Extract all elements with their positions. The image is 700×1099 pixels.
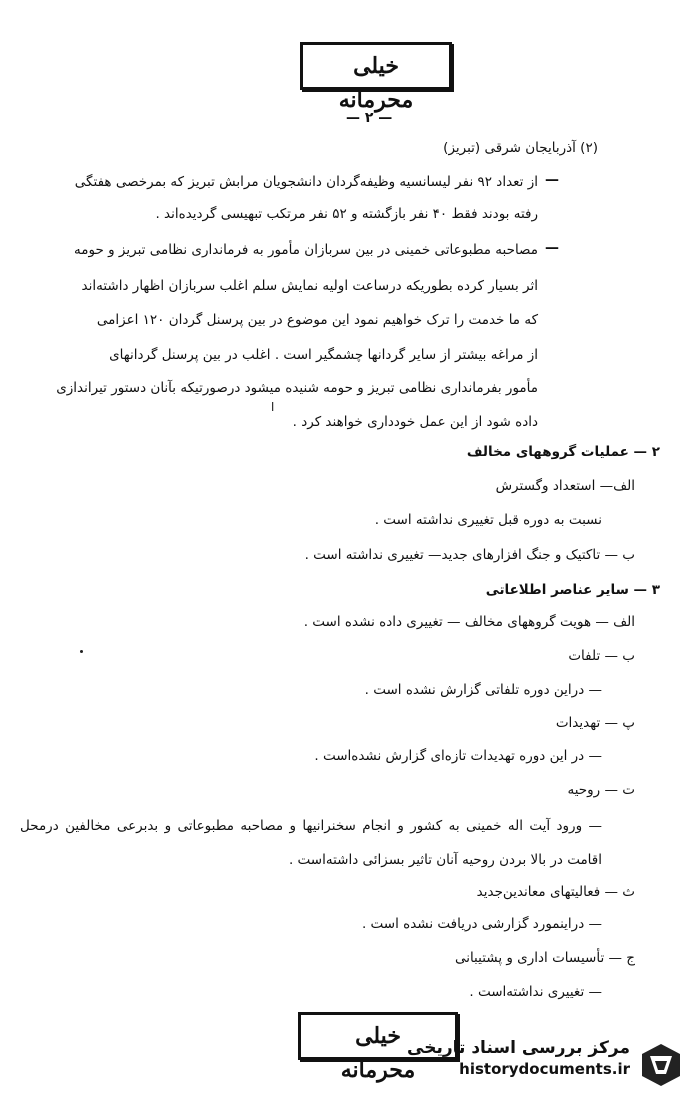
section2-be-text: ب — تاکتیک و جنگ افزارهای جدید— تغییری نداشته است . <box>304 547 635 563</box>
para2-line6: داده شود از این عمل خودداری خواهند کرد . <box>292 414 538 430</box>
section3-te-title: ت — روحیه <box>567 782 635 798</box>
section3-be-title: ب — تلفات <box>568 648 635 664</box>
para2-line1: مصاحبه مطبوعاتی خمینی در بین سربازان مأمور به فرمانداری نظامی تبریز و حومه <box>74 242 538 258</box>
section3-jim-title: ج — تأسیسات اداری و پشتیبانی <box>454 950 635 966</box>
para2-line2: اثر بسیار کرده بطوریکه درساعت اولیه نمایش سلم اغلب سربازان اظهار داشته‌اند <box>81 278 538 294</box>
section3-title: ۳ — سایر عناصر اطلاعاتی <box>485 582 660 598</box>
section3-jim-text: — تغییری نداشته‌است . <box>469 984 602 1000</box>
confidential-stamp-bottom: خیلی محرمانه <box>298 1012 458 1060</box>
section3-te-line2: اقامت در بالا بردن روحیه آنان تاثیر بسزائی داشته‌است . <box>288 852 602 868</box>
section3-se-text: — دراینمورد گزارشی دریافت نشده است . <box>361 916 602 932</box>
bullet-dash: — <box>545 240 559 256</box>
section3-alef-text: الف — هویت گروههای مخالف — تغییری داده نشده است . <box>303 614 635 630</box>
para1-line2: رفته بودند فقط ۴۰ نفر بازگشته و ۵۲ نفر مرتکب تبهیسی گردیده‌اند . <box>155 206 538 222</box>
section3-be-text: — دراین دوره تلفاتی گزارش نشده است . <box>364 682 602 698</box>
page-number: — ۲ — <box>346 110 393 126</box>
section3-pe-title: پ — تهدیدات <box>555 715 635 731</box>
para2-line4: از مراغه بیشتر از سایر گردانها چشمگیر است . اغلب در بین پرسنل گردانهای <box>109 347 538 363</box>
speck <box>80 650 83 653</box>
watermark-url: historydocuments.ir <box>459 1060 630 1078</box>
watermark-title: مرکز بررسی اسناد تاریخی <box>407 1038 630 1058</box>
para1-line1: از تعداد ۹۲ نفر لیسانسیه وظیفه‌گردان دانشجویان مرابش تبریز که بمرخصی هفتگی <box>74 174 538 190</box>
bullet-dash: — <box>545 172 559 188</box>
section3-pe-text: — در این دوره تهدیدات تازه‌ای گزارش نشده‌است . <box>314 748 602 764</box>
archive-watermark <box>407 1038 630 1078</box>
para2-line3: که ما خدمت را ترک خواهیم نمود این موضوع در بین پرسنل گردان ۱۲۰ اعزامی <box>96 312 538 328</box>
archive-logo-icon <box>636 1040 686 1090</box>
section2-title: ۲ — عملیات گروههای مخالف <box>466 444 660 460</box>
section-header: (۲) آذربایجان شرقی (تبریز) <box>443 140 598 156</box>
confidential-stamp-top: خیلی محرمانه <box>300 42 452 90</box>
section2-alef-title: الف— استعداد وگسترش <box>495 478 635 494</box>
section3-se-title: ث — فعالیتهای معاندین‌جدید <box>476 884 635 900</box>
section2-alef-text: نسبت به دوره قبل تغییری نداشته است . <box>374 512 602 528</box>
section3-te-line1: — ورود آیت اله خمینی به کشور و انجام سخنرانیها و مصاحبه مطبوعاتی و بدبرعی مخالفین درمحل <box>20 818 602 834</box>
handwritten-mark: ا <box>271 400 275 414</box>
para2-line5: مأمور بفرمانداری نظامی تبریز و حومه شنیده میشود درصورتیکه بآنان دستور تیراندازی <box>56 380 538 396</box>
